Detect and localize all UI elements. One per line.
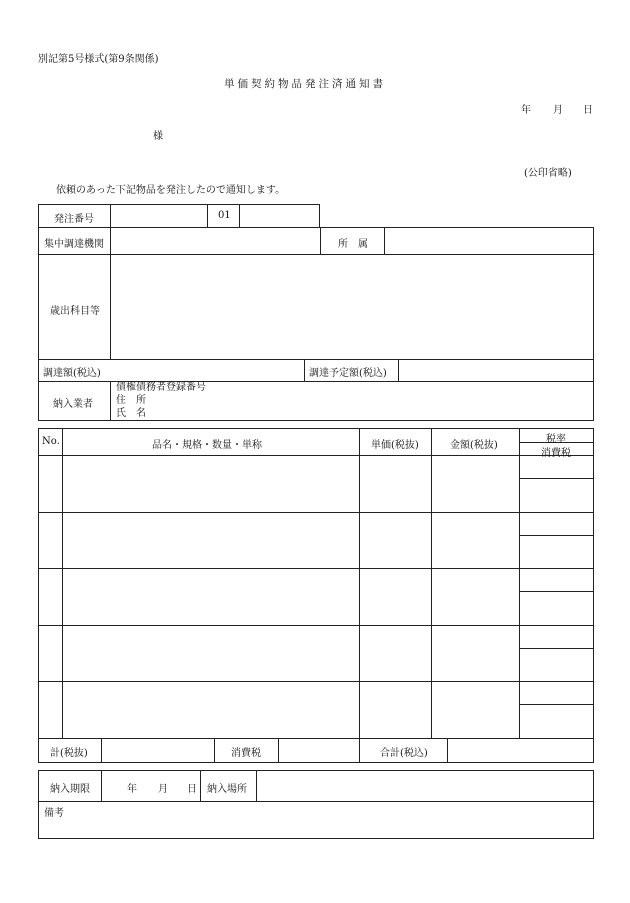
budget-label: 歳出科目等 xyxy=(50,306,100,317)
order-number-value: 01 xyxy=(218,210,231,221)
grand-total-label: 合計(税込) xyxy=(380,748,428,759)
document-title: 単価契約物品発注済通知書 xyxy=(224,78,386,90)
date-month: 月 xyxy=(553,105,563,116)
date-day: 日 xyxy=(583,105,593,116)
deadline-year: 年 xyxy=(127,784,137,795)
delivery-place-label: 納入場所 xyxy=(207,784,247,795)
order-number-label: 発注番号 xyxy=(54,214,94,225)
form-reference: 別記第5号様式(第9条関係) xyxy=(38,54,159,65)
header-consumption-tax: 消費税 xyxy=(541,448,571,459)
planned-amount-label: 調達予定額(税込) xyxy=(309,368,387,379)
header-tax-rate: 税率 xyxy=(546,434,566,445)
seal-note: (公印省略) xyxy=(524,168,572,179)
vendor-label: 納入業者 xyxy=(53,399,93,410)
remarks-label: 備考 xyxy=(44,808,64,819)
deadline-label: 納入期限 xyxy=(50,784,90,795)
agency-label: 集中調達機関 xyxy=(44,239,104,250)
deadline-month: 月 xyxy=(158,784,168,795)
vendor-field-registration: 債権債務者登録番号 xyxy=(116,382,206,393)
delivery-block xyxy=(38,770,594,839)
vendor-field-name: 氏 名 xyxy=(116,408,146,419)
header-amount: 金額(税抜) xyxy=(450,440,498,451)
affiliation-label: 所 属 xyxy=(338,239,368,250)
header-item-name: 品名・規格・数量・単称 xyxy=(152,440,262,451)
procurement-amount-label: 調達額(税込) xyxy=(43,368,101,379)
tax-total-label: 消費税 xyxy=(231,748,261,759)
items-table xyxy=(38,428,594,763)
addressee-suffix: 様 xyxy=(153,131,163,142)
vendor-field-address: 住 所 xyxy=(116,395,146,406)
deadline-day: 日 xyxy=(187,784,197,795)
subtotal-label: 計(税抜) xyxy=(50,748,88,759)
header-no: No. xyxy=(42,436,60,447)
header-unit-price: 単価(税抜) xyxy=(371,440,419,451)
intro-text: 依頼のあった下記物品を発注したので通知します。 xyxy=(56,185,286,196)
date-year: 年 xyxy=(521,105,531,116)
